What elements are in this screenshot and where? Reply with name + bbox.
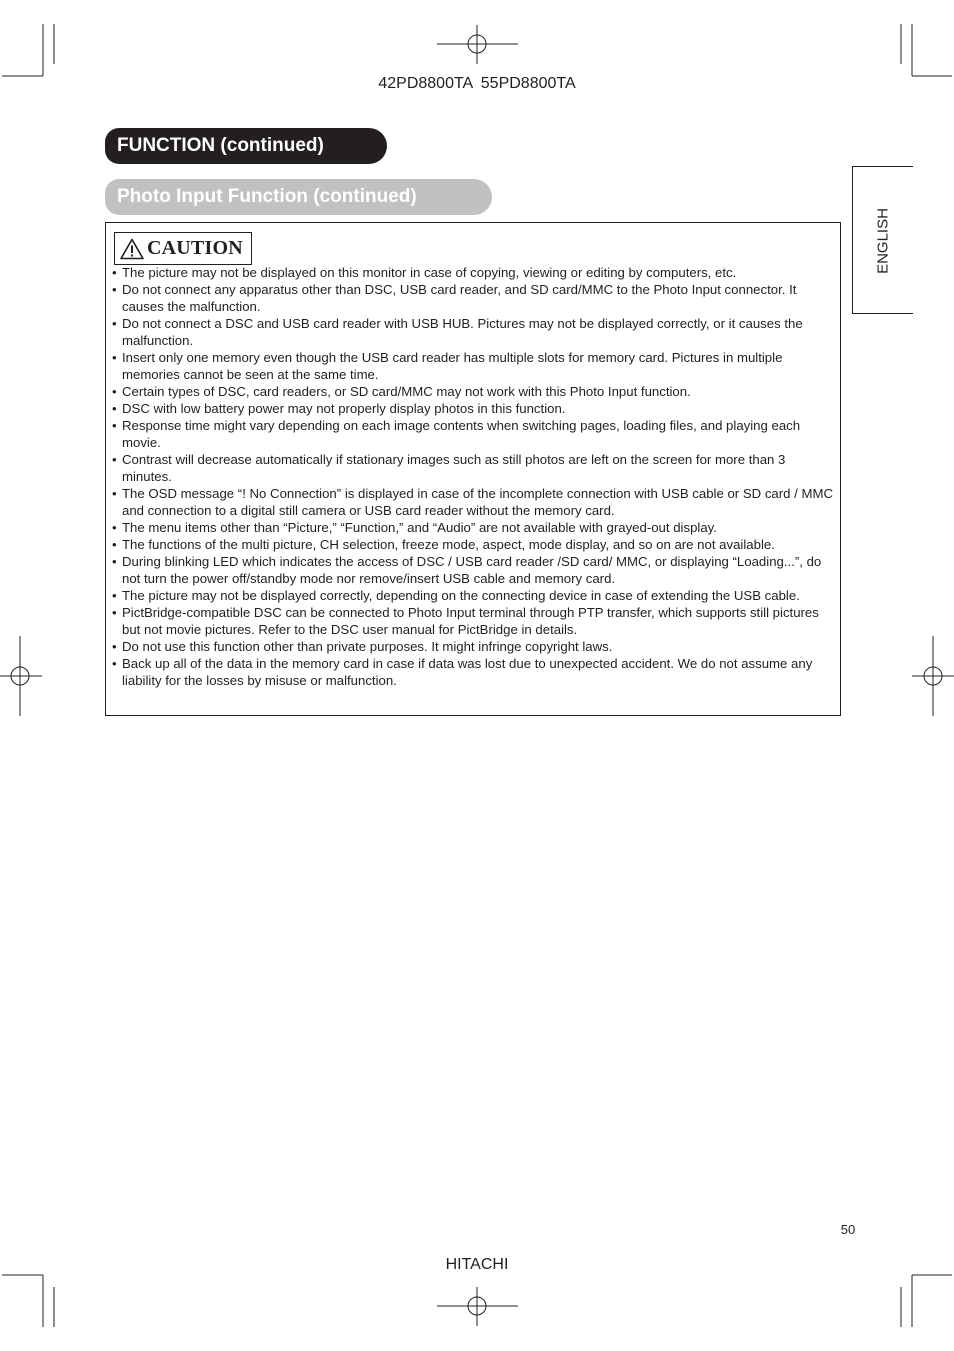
language-label: ENGLISH: [874, 208, 892, 274]
caution-item: • Do not use this function other than private purposes. It might infringe copyright laws.: [112, 638, 834, 655]
section-title-function: FUNCTION (continued): [105, 128, 387, 164]
caution-item: • The picture may not be displayed on this monitor in case of copying, viewing or editing by computers, etc.: [112, 264, 834, 281]
caution-box: [105, 222, 841, 716]
caution-item: • The functions of the multi picture, CH selection, freeze mode, aspect, mode display, and so on are not available.: [112, 536, 834, 553]
model-numbers: 42PD8800TA 55PD8800TA: [378, 75, 576, 92]
caution-item: • Contrast will decrease automatically if stationary images such as still photos are left on the screen for more than 3 minutes.: [112, 451, 834, 485]
caution-header: [114, 232, 252, 265]
warning-triangle-icon: [120, 238, 144, 260]
caution-item: • Do not connect any apparatus other than DSC, USB card reader, and SD card/MMC to the Photo Input connector. It causes the malfunction.: [112, 281, 834, 315]
page-number: 50: [840, 1222, 856, 1237]
brand-name: HITACHI: [445, 1256, 509, 1273]
caution-list: [112, 264, 834, 689]
caution-item: • Insert only one memory even though the USB card reader has multiple slots for memory card. Pictures in multiple memories cannot be seen at the same time.: [112, 349, 834, 383]
caution-item: • PictBridge-compatible DSC can be connected to Photo Input terminal through PTP transfer, which supports still pictures but not movie pictures. Refer to the DSC user manual for PictBridge in details.: [112, 604, 834, 638]
caution-item: • The menu items other than “Picture,” “Function,” and “Audio” are not available with grayed-out display.: [112, 519, 834, 536]
caution-item: • The picture may not be displayed correctly, depending on the connecting device in case of extending the USB cable.: [112, 587, 834, 604]
caution-item: • The OSD message “! No Connection” is displayed in case of the incomplete connection with USB cable or SD card / MMC and connection to a digital still camera or USB card reader without the memory card.: [112, 485, 834, 519]
caution-item: • Back up all of the data in the memory card in case if data was lost due to unexpected accident. We do not assume any liability for the losses by misuse or malfunction.: [112, 655, 834, 689]
caution-item: • Do not connect a DSC and USB card reader with USB HUB. Pictures may not be displayed correctly, or it causes the malfunction.: [112, 315, 834, 349]
caution-item: • Response time might vary depending on each image contents when switching pages, loading files, and playing each movie.: [112, 417, 834, 451]
caution-item: • During blinking LED which indicates the access of DSC / USB card reader /SD card/ MMC, or displaying “Loading...”, do not turn the power off/standby mode nor remove/insert USB cable and memory card.: [112, 553, 834, 587]
caution-item: • DSC with low battery power may not properly display photos in this function.: [112, 400, 834, 417]
caution-title: CAUTION: [147, 237, 243, 259]
language-tab: [852, 166, 913, 314]
caution-item: • Certain types of DSC, card readers, or SD card/MMC may not work with this Photo Input function.: [112, 383, 834, 400]
section-title-photo-input: Photo Input Function (continued): [105, 179, 492, 215]
